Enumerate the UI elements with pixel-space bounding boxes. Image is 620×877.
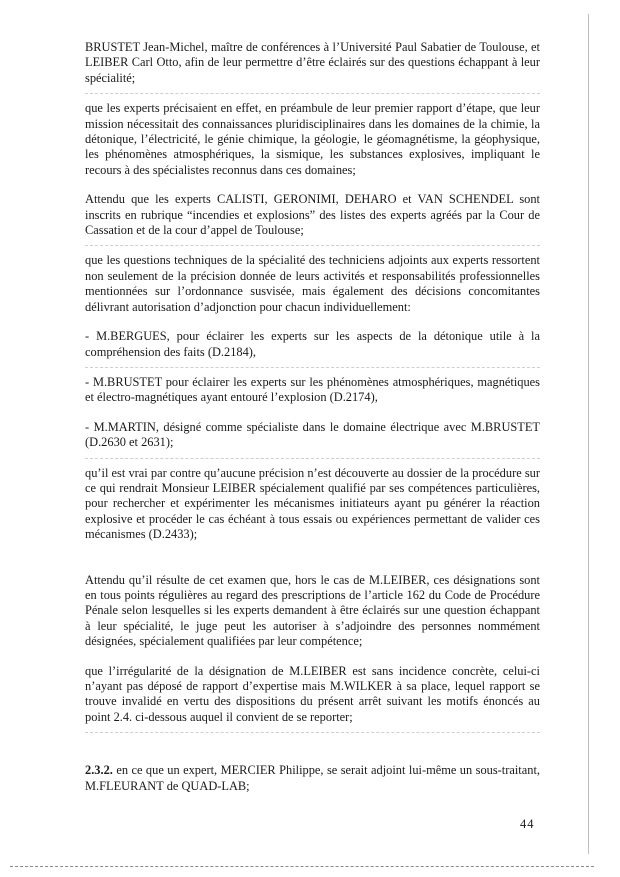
paragraph-leiber-irregularity: que l’irrégularité de la désignation de M.LEIBER est sans incidence concrète, celui-ci n’ayant pas déposé de rapport d’expertise mais M.WILKER à sa place, lequel rapport se trouve invalidé en vertu des dispositions du présent arrêt suivant les motifs énoncés au point 2.4. ci-dessous auquel il convient de se reporter; <box>85 663 540 724</box>
section-text: en ce que un expert, MERCIER Philippe, se serait adjoint lui-même un sous-traitant, M.FLEURANT de QUAD-LAB; <box>85 763 540 793</box>
paragraph-brustet-leiber: BRUSTET Jean-Michel, maître de conférences à l’Université Paul Sabatier de Toulouse, et LEIBER Carl Otto, afin de leur permettre d’être éclairés sur des questions échappant à leur spécialité; <box>85 40 540 85</box>
list-item-martin: - M.MARTIN, désigné comme spécialiste dans le domaine électrique avec M.BRUSTET (D.2630 et 2631); <box>85 419 540 450</box>
section-2-3-2 <box>85 763 540 794</box>
paragraph-separator <box>85 367 540 368</box>
paragraph-technical-questions: que les questions techniques de la spécialité des techniciens adjoints aux experts ressortent non seulement de la précision donnée de leurs activités et responsabilités professionnelles mentionnées sur l’ordonnance susvisée, mais également des décisions concomitantes délivrant autorisation d’adjonction pour chacun individuellement: <box>85 253 540 314</box>
paragraph-separator <box>85 732 540 733</box>
paragraph-separator <box>85 245 540 246</box>
paragraph-regularity: Attendu qu’il résulte de cet examen que, hors le cas de M.LEIBER, ces désignations sont en tous points régulières au regard des prescriptions de l’article 162 du Code de Procédure Pénale selon lesquelles si les experts demandent à être éclairés sur une question échappant à leur spécialité, le juge peut les autoriser à s’adjoindre des personnes nommément désignées, spécialement qualifiées par leur compétence; <box>85 572 540 649</box>
paragraph-experts-mission: que les experts précisaient en effet, en préambule de leur premier rapport d’étape, que leur mission nécessitait des connaissances pluridisciplinaires dans les domaines de la chimie, la détonique, l’électricité, le génie chimique, la géologie, le géomagnétisme, la géophysique, les phénomènes atmosphériques, la sismique, les substances explosives, impliquant le recours à des spécialistes reconnus dans ces domaines; <box>85 101 540 177</box>
paragraph-separator <box>85 458 540 459</box>
document-body <box>85 40 540 808</box>
page-number: 44 <box>520 817 535 831</box>
margin-rule <box>588 14 589 854</box>
paragraph-leiber-qualification: qu’il est vrai par contre qu’aucune précision n’est découverte au dossier de la procédure sur ce qui rendrait Monsieur LEIBER spécialement qualifié par ses compétences particulières, pour rechercher et expérimenter les mécanismes initiateurs ayant pu générer la réaction explosive et procéder le cas échéant à tous essais ou expériences permettant de valider ces mécanismes (D.2433); <box>85 465 540 542</box>
bottom-rule <box>10 866 594 867</box>
section-number: 2.3.2. <box>85 763 113 778</box>
paragraph-experts-listed: Attendu que les experts CALISTI, GERONIMI, DEHARO et VAN SCHENDEL sont inscrits en rubrique “incendies et explosions” des listes des experts agréés par la Cour de Cassation et de la cour d’appel de Toulouse; <box>85 192 540 238</box>
paragraph-separator <box>85 93 540 94</box>
list-item-bergues: - M.BERGUES, pour éclairer les experts sur les aspects de la détonique utile à la compréhension des faits (D.2184), <box>85 329 540 359</box>
list-item-brustet: - M.BRUSTET pour éclairer les experts sur les phénomènes atmosphériques, magnétiques et électro-magnétiques ayant entouré l’explosion (D.2174), <box>85 374 540 405</box>
